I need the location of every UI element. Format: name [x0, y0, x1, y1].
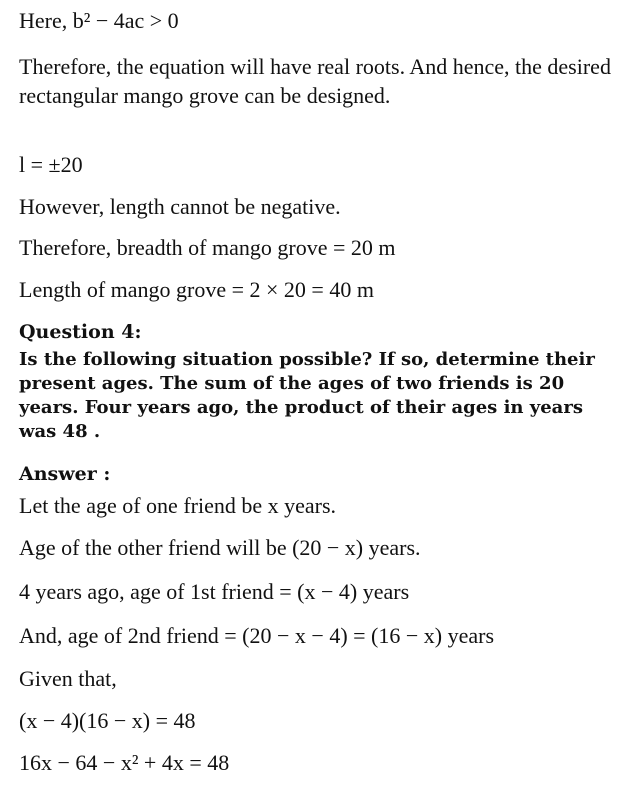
equation-line: (x − 4)(16 − x) = 48 [19, 708, 196, 733]
answer-line: Age of the other friend will be (20 − x) years. [19, 535, 421, 560]
real-roots-paragraph: Therefore, the equation will have real roots. And hence, the desired rectangular mango grove can be designed. [19, 54, 611, 108]
negative-length-note: However, length cannot be negative. [19, 194, 341, 219]
question-text: Is the following situation possible? If so, determine their present ages. The sum of the ages of two friends is 20 years. Four years ago, the product of their ages in years was 48 . [19, 349, 595, 442]
breadth-result-line: Therefore, breadth of mango grove = 20 m [19, 235, 396, 260]
length-solution-line: l = ±20 [19, 152, 83, 177]
answer-line: And, age of 2nd friend = (20 − x − 4) = (16 − x) years [19, 623, 495, 648]
answer-heading: Answer : [19, 463, 111, 485]
length-result-line: Length of mango grove = 2 × 20 = 40 m [19, 277, 374, 302]
answer-line: 4 years ago, age of 1st friend = (x − 4) years [19, 579, 410, 604]
discriminant-condition-line: Here, b² − 4ac > 0 [19, 8, 179, 33]
answer-line: Given that, [19, 666, 117, 691]
answer-line: Let the age of one friend be x years. [19, 493, 337, 518]
equation-line: 16x − 64 − x² + 4x = 48 [19, 750, 230, 775]
question-heading: Question 4: [19, 321, 142, 343]
